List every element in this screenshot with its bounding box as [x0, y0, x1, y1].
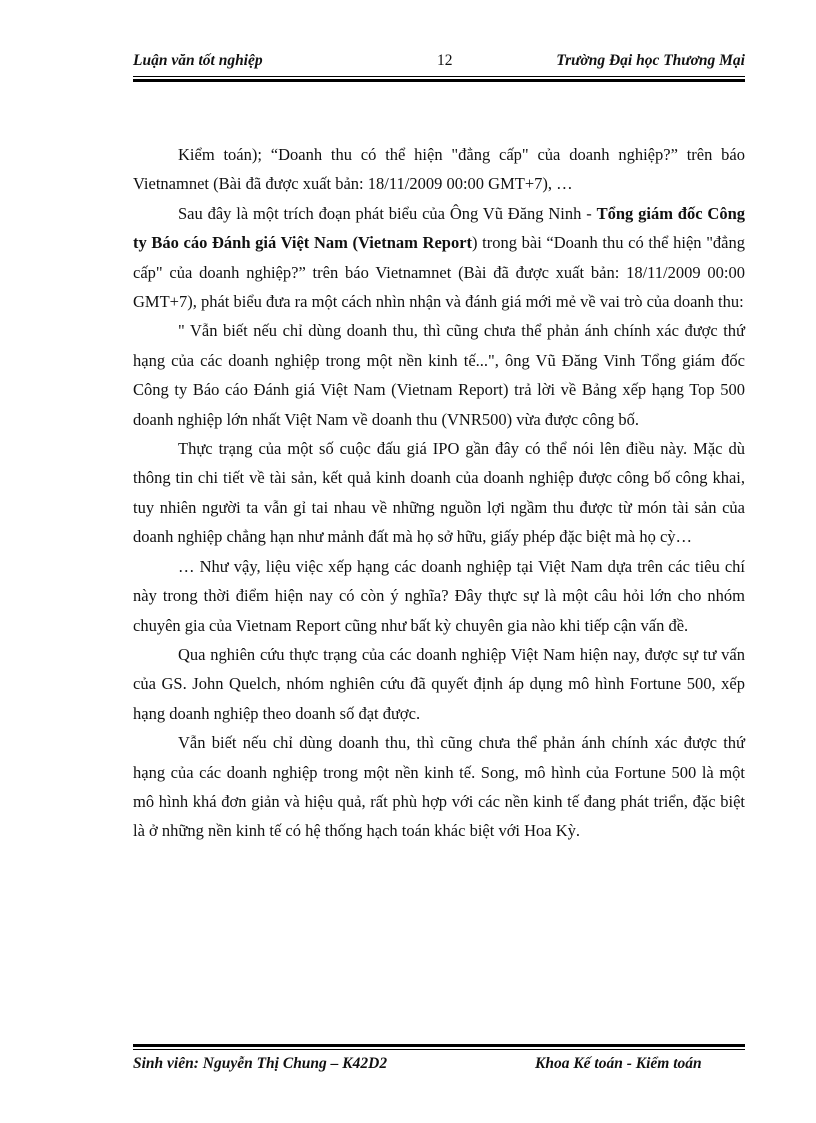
header-divider-thin [133, 76, 745, 77]
paragraph-6: Qua nghiên cứu thực trạng của các doanh nghiệp Việt Nam hiện nay, được sự tư vấn của GS. John Quelch, nhóm nghiên cứu đã quyết định áp dụng mô hình Fortune 500, xếp hạng doanh nghiệp theo doanh số đạt được. [133, 644, 745, 723]
page-body [133, 140, 745, 846]
header-university: Trường Đại học Thương Mại [556, 52, 745, 69]
footer-student: Sinh viên: Nguyễn Thị Chung – K42D2 [133, 1055, 388, 1072]
paragraph-2-intro: Sau đây là một trích đoạn phát biểu của Ông Vũ Đăng Ninh - [178, 203, 597, 223]
paragraph-5: … Như vậy, liệu việc xếp hạng các doanh nghiệp tại Việt Nam dựa trên các tiêu chí này trong thời điểm hiện nay có còn ý nghĩa? Đây thực sự là một câu hỏi lớn cho nhóm chuyên gia của Vietnam Report cũng như bất kỳ chuyên gia nào khi tiếp cận vấn đề. [133, 556, 745, 635]
paragraph-7: Vẫn biết nếu chỉ dùng doanh thu, thì cũng chưa thể phản ánh chính xác được thứ hạng của các doanh nghiệp trong một nền kinh tế. Song, mô hình của Fortune 500 là một mô hình khá đơn giản và hiệu quả, rất phù hợp với các nền kinh tế đang phát triển, đặc biệt là ở những nền kinh tế có hệ thống hạch toán khác biệt với Hoa Kỳ. [133, 733, 745, 841]
footer-faculty: Khoa Kế toán - Kiểm toán [535, 1055, 702, 1072]
page-header [133, 50, 745, 78]
paragraph-4: Thực trạng của một số cuộc đấu giá IPO gần đây có thể nói lên điều này. Mặc dù thông tin chi tiết về tài sản, kết quả kinh doanh của doanh nghiệp được công bố công khai, tuy nhiên người ta vẫn gỉ tai nhau về những nguồn lợi ngầm thu được từ món tài sản của doanh nghiệp chẳng hạn như mảnh đất mà họ sở hữu, giấy phép đặc biệt mà họ cỳ… [133, 439, 745, 547]
header-divider-thick [133, 79, 745, 82]
paragraph-1: Kiểm toán); “Doanh thu có thể hiện "đẳng cấp" của doanh nghiệp?” trên báo Vietnamnet (Bài đã được xuất bản: 18/11/2009 00:00 GMT+7), … [133, 145, 745, 194]
footer-divider-thick [133, 1044, 745, 1047]
page-number: 12 [437, 52, 453, 69]
header-thesis-title: Luận văn tốt nghiệp [133, 52, 263, 69]
paragraph-2-rest: ) trong bài “Doanh thu có thể hiện "đẳng cấp" của doanh nghiệp?” trên báo Vietnamnet (Bài đã được xuất bản: 18/11/2009 00:00 GMT+7), phát biểu đưa ra một cách nhìn nhận và đánh giá mới mẻ về vai trò của doanh thu: [133, 233, 745, 312]
paragraph-2-bold: Tổng giám đốc Công ty Báo cáo Đánh giá Việt Nam (Vietnam Report [133, 203, 745, 253]
footer-divider-thin [133, 1049, 745, 1050]
paragraph-3: " Vẫn biết nếu chỉ dùng doanh thu, thì cũng chưa thể phản ánh chính xác được thứ hạng của các doanh nghiệp trong một nền kinh tế...", ông Vũ Đăng Vinh Tổng giám đốc Công ty Báo cáo Đánh giá Việt Nam (Vietnam Report) trả lời về Bảng xếp hạng Top 500 doanh nghiệp lớn nhất Việt Nam về doanh thu (VNR500) vừa được công bố. [133, 321, 745, 429]
page-footer [133, 1053, 745, 1077]
paragraph-2 [133, 199, 745, 317]
